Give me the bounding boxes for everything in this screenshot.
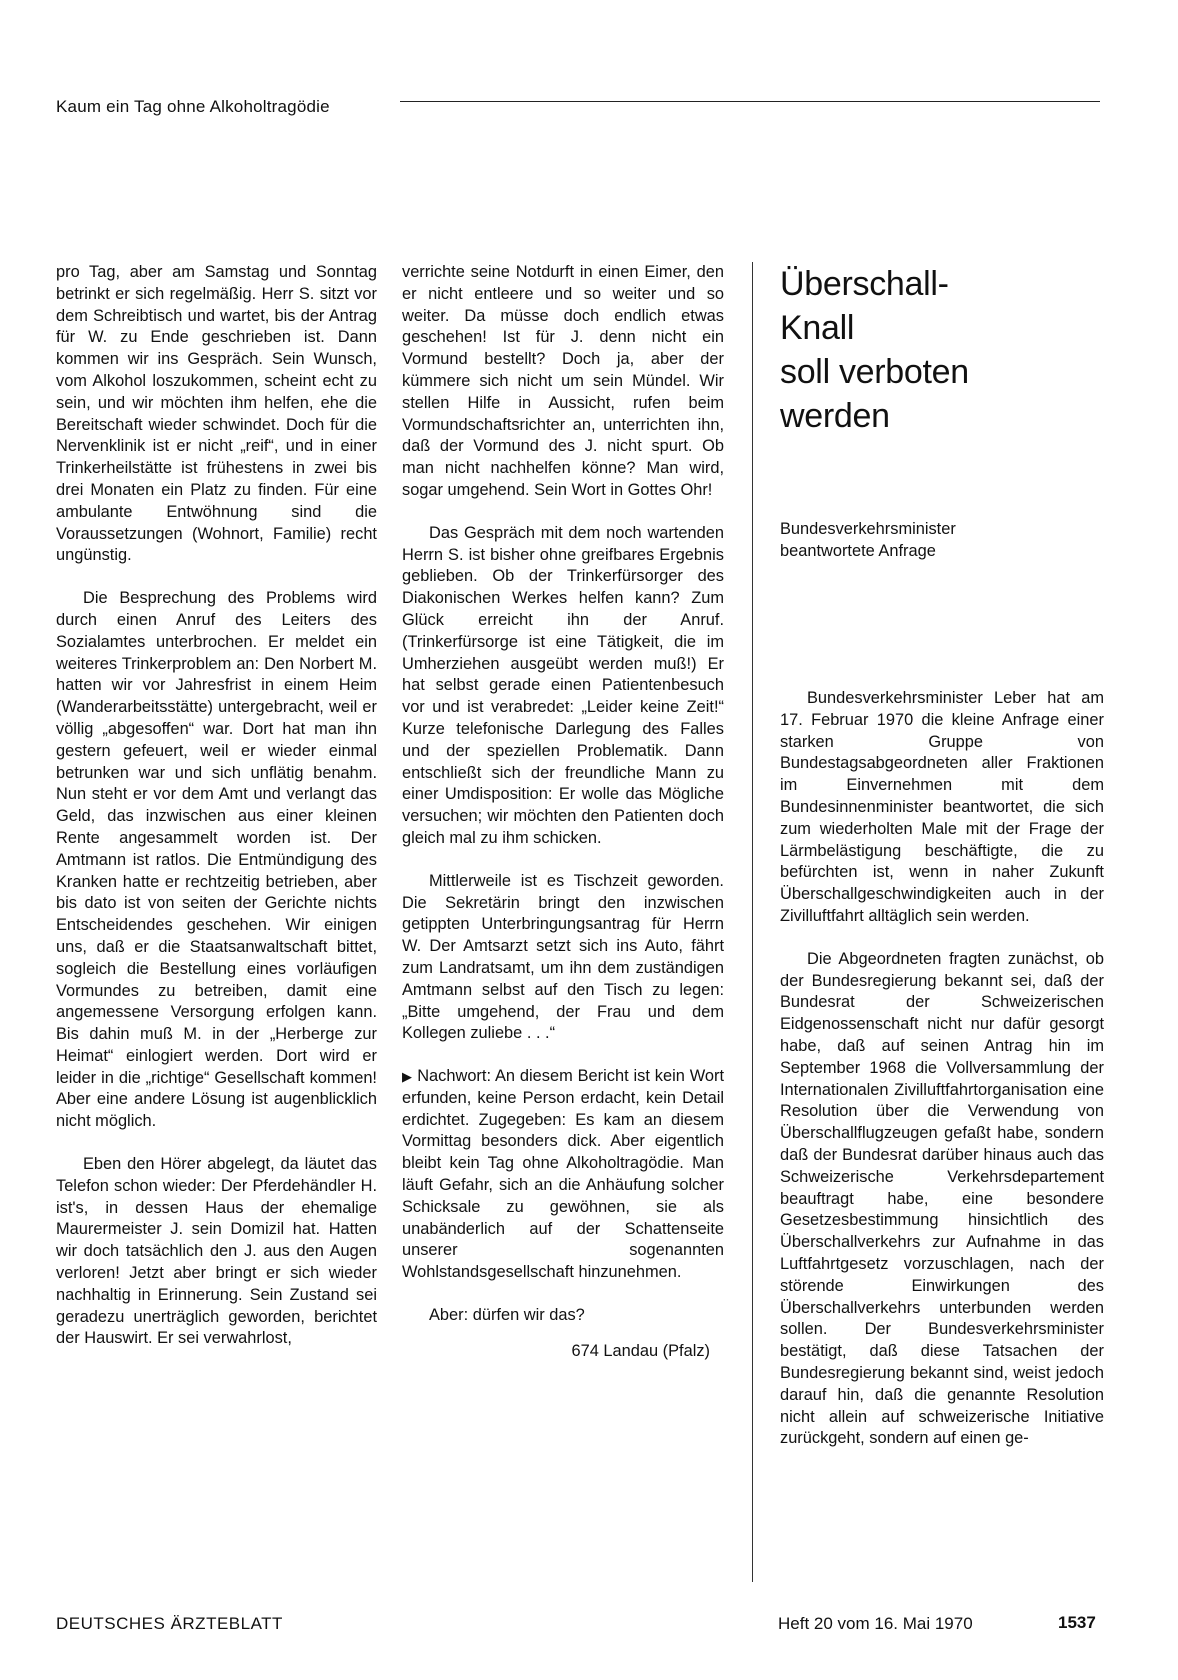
headline-line: Knall (780, 309, 855, 347)
journal-name: DEUTSCHES ÄRZTEBLATT (56, 1614, 283, 1633)
headline-line: werden (780, 397, 890, 435)
paragraph: Eben den Hörer abgelegt, da läutet das Telefon schon wieder: Der Pferdehändler H. ist's, in dessen Haus der ehemalige Maurermeister J. sein Domizil hat. Hatten wir doch tatsächlich den J. aus den Augen verloren! Jetzt aber bringt er sich wieder nachhaltig in Erinnerung. Sein Zustand sei geradezu unerträglich geworden, berichtet der Hauswirt. Er sei verwahrlost, (56, 1155, 377, 1348)
paragraph: Die Besprechung des Problems wird durch einen Anruf des Leiters des Sozialamtes unterbrochen. Er meldet ein weiteres Trinkerproblem an: Den Norbert M. hatten wir vor Jahresfrist in einem Heim (Wanderarbeitsstätte) untergebracht, weil er völlig „abgesoffen“ war. Dort hat man ihn gestern gefeuert, weil er wieder einmal betrunken war und sich unflätig benahm. Nun steht er vor dem Amt und verlangt das Geld, das inzwischen aus einer kleinen Rente angesammelt worden ist. Der Amtmann ist ratlos. Die Entmündigung des Kranken hatte er rechtzeitig betrieben, aber bis dato ist von seiten der Gerichte nichts Entscheidendes geschehen. Wir einigen uns, daß er die Staatsanwaltschaft bittet, sogleich die Bestellung eines vorläufigen Vormundes zu betreiben, damit eine angemessene Versorgung erfolgen kann. Bis dahin muß M. in der „Herberge zur Heimat“ einlogiert werden. Dort wird er leider in die „richtige“ Gesellschaft kommen! Aber eine andere Lösung ist augenblicklich nicht möglich. (56, 589, 377, 1131)
page-number: 1537 (1058, 1613, 1096, 1632)
subhead-line: beantwortete Anfrage (780, 542, 936, 560)
news-headline (780, 262, 1104, 438)
paragraph: Die Abgeordneten fragten zunächst, ob der Bundesregierung bekannt sei, daß der Bundesrat der Schweizerischen Eidgenossenschaft nicht nur dafür gesorgt habe, daß auf seinen Antrag hin im September 1968 die Vollversammlung der Internationalen Zivilluftfahrtorganisation eine Resolution über die Verwendung von Überschallflugzeugen gefaßt habe, sondern daß der Bundesrat darüber hinaus auch das Schweizerische Verkehrsdepartement beauftragt habe, eine besondere Gesetzesbestimmung hinsichtlich des Überschallverkehrs zur Aufnahme in das Luftfahrtgesetz vorzuschlagen, nach der störende Einwirkungen des Überschallverkehrs unterbunden werden sollen. Der Bundesverkehrsminister bestätigt, daß diese Tatsachen der Bundesregierung bekannt sind, weist jedoch darauf hin, daß die genannte Resolution nicht allein auf schweizerische Initiative zurückgeht, sondern auf einen ge- (780, 949, 1104, 1448)
subhead-line: Bundesverkehrsminister (780, 520, 956, 538)
running-head: Kaum ein Tag ohne Alkoholtragödie (56, 97, 330, 116)
article-column-2 (402, 262, 724, 1384)
headline-line: soll verboten (780, 353, 969, 391)
triangle-arrow-icon: ▶ (402, 1069, 413, 1085)
paragraph: pro Tag, aber am Samstag und Sonntag betrinkt er sich regelmäßig. Herr S. sitzt vor dem Schreibtisch und wartet, bis der Antrag für W. zu Ende geschrieben ist. Dann kommen wir ins Gespräch. Sein Wunsch, vom Alkohol loszukommen, scheint echt zu sein, und wir möchten ihm helfen, ehe die Bereitschaft wieder schwindet. Doch für die Nervenklinik ist er nicht „reif“, und in einer Trinkerheilstätte ist frühestens in zwei bis drei Monaten ein Platz zu finden. Für eine ambulante Entwöhnung sind die Voraussetzungen (Wohnort, Familie) recht ungünstig. (56, 263, 377, 565)
paragraph: Mittlerweile ist es Tischzeit geworden. Die Sekretärin bringt den inzwischen getippten Unterbringungsantrag für Herrn W. Der Amtsarzt setzt sich ins Auto, fährt zum Landratsamt, um ihn dem zuständigen Amtmann selbst auf den Tisch zu legen: „Bitte umgehend, der Frau und dem Kollegen zuliebe . . .“ (402, 871, 724, 1043)
paragraph: verrichte seine Notdurft in einen Eimer, den er nicht entleere und so weiter und so weiter. Da müsse doch endlich etwas geschehen! Ist für J. denn nicht ein Vormund bestellt? Doch ja, aber der kümmere sich nicht um sein Mündel. Wir stellen Hilfe in Aussicht, rufen beim Vormundschaftsrichter an, unterrichten ihn, daß der Vormund des J. nicht spurt. Ob man nicht nachhelfen könne? Man wird, sogar umgehend. Sein Wort in Gottes Ohr! (402, 263, 724, 499)
news-column (780, 262, 1104, 1471)
afterword-paragraph (402, 1066, 724, 1284)
author-location: 674 Landau (Pfalz) (571, 1341, 710, 1360)
issue-info: Heft 20 vom 16. Mai 1970 (778, 1614, 973, 1633)
afterword-text: Nachwort: An diesem Bericht ist kein Wort erfunden, keine Person erdacht, kein Detail erdichtet. Zugegeben: Es kam an diesem Vormittag besonders dick. Aber eigentlich bleibt kein Tag ohne Alkoholtragödie. Man läuft Gefahr, sich an die Anhäufung solcher Schicksale zu gewöhnen, sie als unabänderlich auf der Schattenseite unserer sogenannten Wohlstandsgesellschaft hinzunehmen. (402, 1067, 725, 1282)
column-divider (752, 262, 753, 1582)
header-rule (400, 101, 1100, 102)
paragraph: Das Gespräch mit dem noch wartenden Herrn S. ist bisher ohne greifbares Ergebnis geblieben. Ob der Trinkerfürsorger des Diakonischen Werkes helfen kann? Zum Glück erreicht ihn der Anruf. (Trinkerfürsorge ist eine Tätigkeit, die im Umherziehen ausgeübt werden muß!) Er hat selbst gerade einen Patientenbesuch vor und ist verabredet: „Leider keine Zeit!“ Kurze telefonische Darlegung des Falles und der speziellen Problematik. Dann entschließt sich der freundliche Mann zu einer Umdisposition: Er wolle das Mögliche versuchen; wir möchten den Patienten doch gleich mal zu ihm schicken. (402, 523, 724, 847)
news-subheading (780, 518, 1104, 562)
paragraph: Bundesverkehrsminister Leber hat am 17. Februar 1970 die kleine Anfrage einer starken Gruppe von Bundestagsabgeordneten aller Fraktionen im Einvernehmen mit dem Bundesinnenminister beantwortet, die sich zum wiederholten Male mit der Frage der Lärmbelästigung beschäftigte, die zu befürchten ist, wenn in naher Zukunft Überschallgeschwindigkeiten auch in der Zivilluftfahrt alltäglich sein werden. (780, 689, 1104, 925)
article-column-1 (56, 262, 377, 1371)
closing-question: Aber: dürfen wir das? (429, 1306, 585, 1325)
headline-line: Überschall- (780, 265, 949, 303)
